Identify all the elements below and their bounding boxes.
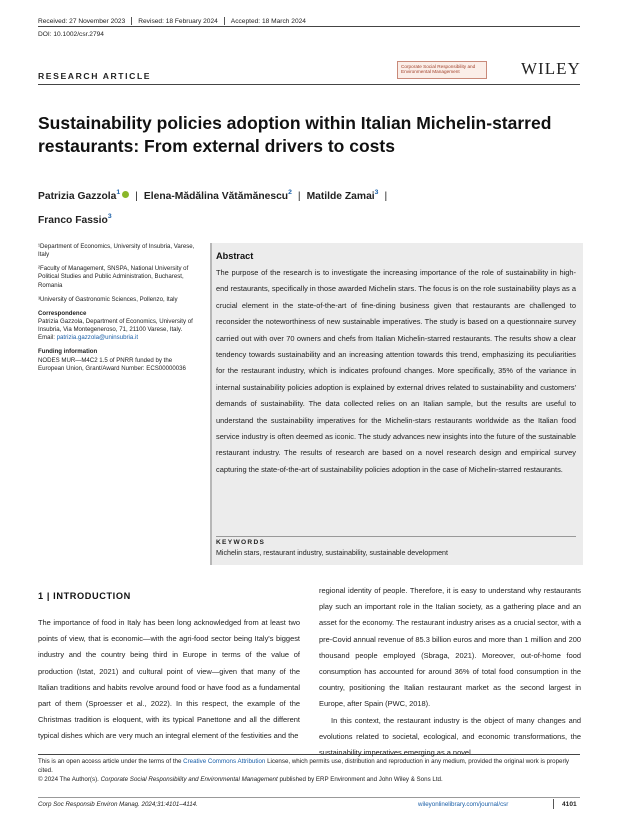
license-text: This is an open access article under the terms of the	[38, 758, 184, 765]
body-column-right	[319, 583, 581, 761]
body-column-left	[38, 615, 300, 745]
revised-date: Revised: 18 February 2024	[138, 17, 218, 25]
creative-commons-link[interactable]: Creative Commons Attribution	[183, 758, 266, 765]
correspondence-text: Patrizia Gazzola, Department of Economics, University of Insubria, Via Montegeneroso, 71, 21100 Varese, Italy.	[38, 317, 193, 334]
author-affil-sup: 3	[374, 189, 379, 196]
author-separator: |	[135, 191, 138, 202]
article-title: Sustainability policies adoption within Italian Michelin-starred restaurants: From external drivers to costs	[38, 113, 552, 156]
author-affil-sup: 2	[288, 189, 292, 196]
body-paragraph: regional identity of people. Therefore, it is easy to understand why restaurants play such an important role in the Italian society, as a gathering place and an asset for the economy. The restaurant industry arises as a crucial sector, with a pre-Covid annual revenue of 85.3 billion euros and more than 1 million and 200 thousand people employed (Sbraga, 2021). Moreover, out-of-home food consumption has accounted for around 36% of total food consumption in the country, positioning the Italian restaurant market as the second largest in Europe, after Spain (PWC, 2018).	[319, 586, 581, 709]
copyright-text: © 2024 The Author(s).	[38, 776, 101, 784]
affiliation: ³University of Gastronomic Sciences, Pollenzo, Italy	[38, 295, 178, 303]
body-paragraph: In this context, the restaurant industry is the object of many changes and evolutions related to societal, ecological, and economic transformations, the sustainability imperatives emerging as a novel	[319, 715, 581, 758]
footer-rule	[38, 797, 580, 798]
citation-line: Corp Soc Responsib Environ Manag. 2024;31:4101–4114.	[38, 801, 198, 808]
copyright-line	[38, 775, 583, 784]
author-affil-sup: 3	[107, 213, 112, 220]
author-affil-sup: 1	[116, 189, 121, 196]
author-name[interactable]: Elena-Mădălina Vătămănescu	[143, 191, 289, 202]
author-separator: |	[384, 191, 388, 202]
abstract-text: The purpose of the research is to investigate the increasing importance of the role of sustainability in high-end restaurants, specifically in those awarded Michelin stars. The focus is on the role sustainability plays as a crucial element in the state-of-the-art of fine-dining business given that restaurants are challenged to reconsider the noteworthiness of new sustainable imperatives. The study is based on a questionnaire survey carried out with over 70 owners and chefs from Italian Michelin-starred restaurants. The results show a clear tendency towards sustainability and an increasing attention towards this trend, emphasizing its peculiarities for the restaurant industry, which is indicates profound changes. More specifically, 35% of the variance in internal sustainability policies adoption is explained by external drives related to sustainability and customers' demands of sustainability. The data collected relies on an Italian sample, but the results are useful to understand the sustainability imperatives for the Michelin-stars restaurants worldwide as the Italian food service industry is often deemed as iconic. The study advances new insights into the future of the sustainable restaurant industry. The results of research are based on a novel research design and empirical survey capturing the state-of-the-art of sustainability policies adoption in the case of Michelin-starred restaurants.	[216, 268, 576, 474]
copyright-text: published by ERP Environment and John Wiley & Sons Ltd.	[277, 776, 443, 784]
license-footer	[38, 757, 583, 785]
keywords-heading: KEYWORDS	[216, 539, 266, 546]
correspondence-heading: Correspondence	[38, 309, 87, 317]
affiliation: ¹Department of Economics, University of Insubria, Varese, Italy	[38, 243, 195, 259]
article-type: RESEARCH ARTICLE	[38, 71, 152, 81]
accepted-date: Accepted: 18 March 2024	[230, 17, 306, 25]
body-paragraph: The importance of food in Italy has been long acknowledged from at least two points of view, that is economic—with the agri-food sector being Italy's biggest industry and the country being third in Europe in terms of the value of production (Istat, 2021) and cultural point of view—given that many of the Italian traditions and habits revolve around food or have food as a fundamental part of them (Sproesser et al., 2022). In this respect, the example of the Christmas tradition is eloquent, with its typical Panettone and all the different typical dishes which are very much an integral element of the festivities and the	[38, 618, 300, 741]
email-label: Email:	[38, 334, 57, 342]
correspondence-email-link[interactable]: patrizia.gazzola@uninsubria.it	[56, 334, 139, 342]
article-dates	[38, 17, 306, 25]
author-name[interactable]: Matilde Zamai	[306, 191, 375, 202]
doi[interactable]: DOI: 10.1002/csr.2794	[38, 31, 104, 38]
journal-url-link[interactable]: wileyonlinelibrary.com/journal/csr	[418, 801, 509, 808]
funding-text: NODES MUR—M4C2 1.5 of PNRR funded by the European Union, Grant/Award Number: ECS00000036	[38, 356, 186, 372]
author-list	[38, 183, 583, 231]
page-number: 4101	[562, 801, 577, 808]
section-heading: 1 | INTRODUCTION	[38, 591, 131, 601]
header-rule	[38, 26, 580, 27]
publisher-logo: WILEY	[521, 59, 581, 78]
orcid-icon[interactable]	[122, 191, 129, 198]
keywords-text: Michelin stars, restaurant industry, sustainability, sustainable development	[216, 549, 448, 557]
journal-logo: Corporate Social Responsibility and Environmental Management	[397, 61, 487, 79]
footer-rule	[38, 754, 580, 755]
author-separator: |	[297, 191, 301, 202]
divider	[553, 799, 554, 809]
divider	[131, 17, 132, 25]
journal-name: Corporate Social Responsibility and Environmental Management	[100, 776, 278, 784]
received-date: Received: 27 November 2023	[38, 17, 126, 25]
license-text: License, which permits use, distribution and reproduction in any medium, provided the original work is properly cited.	[38, 758, 570, 775]
affiliations-panel	[38, 243, 198, 379]
divider	[224, 17, 225, 25]
funding-heading: Funding information	[38, 348, 98, 356]
author-name[interactable]: Patrizia Gazzola	[38, 191, 117, 202]
keywords-rule	[216, 536, 576, 537]
affiliation: ²Faculty of Management, SNSPA, National University of Political Studies and Public Administration, Bucharest, Romania	[38, 265, 189, 289]
abstract-heading: Abstract	[216, 251, 254, 261]
author-name[interactable]: Franco Fassio	[38, 215, 108, 226]
header-rule	[38, 84, 580, 85]
license-line	[38, 757, 583, 775]
